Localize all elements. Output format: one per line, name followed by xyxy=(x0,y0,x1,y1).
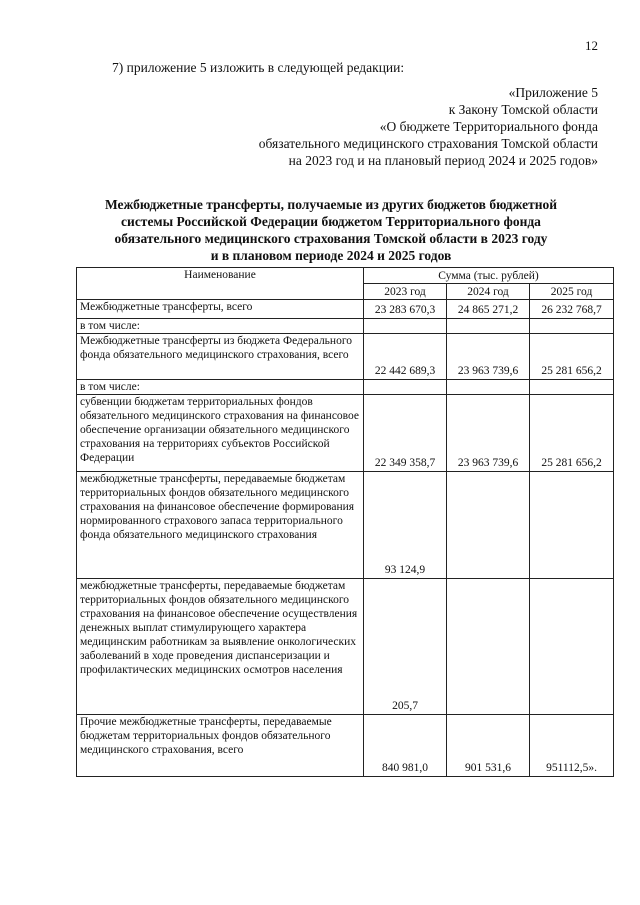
row-value: 23 963 739,6 xyxy=(447,395,530,472)
table-row xyxy=(77,395,614,472)
row-value: 23 963 739,6 xyxy=(447,334,530,380)
header-name: Наименование xyxy=(77,268,364,300)
transfers-table xyxy=(76,267,614,777)
header-sum: Сумма (тыс. рублей) xyxy=(364,268,614,284)
page-number: 12 xyxy=(585,38,598,53)
row-value: 22 442 689,3 xyxy=(364,334,447,380)
row-value xyxy=(447,319,530,334)
row-value xyxy=(530,579,614,715)
table-row xyxy=(77,380,614,395)
annex-line: «Приложение 5 xyxy=(508,85,598,100)
row-value: 951112,5». xyxy=(530,715,614,777)
table-row xyxy=(77,715,614,777)
row-value: 93 124,9 xyxy=(364,472,447,579)
intro-text: 7) приложение 5 изложить в следующей редакции: xyxy=(112,60,405,75)
row-value xyxy=(364,319,447,334)
row-value: 26 232 768,7 xyxy=(530,300,614,319)
annex-line: на 2023 год и на плановый период 2024 и 2025 годов» xyxy=(288,153,598,168)
row-value xyxy=(447,472,530,579)
annex-line: обязательного медицинского страхования Томской области xyxy=(258,136,598,151)
row-value: 840 981,0 xyxy=(364,715,447,777)
row-name: межбюджетные трансферты, передаваемые бюджетам территориальных фондов обязательного медицинского страхования на финансовое обеспечение формирования нормированного страхового запаса территориального фонда обязательного медицинского страхования xyxy=(77,472,364,579)
row-value: 25 281 656,2 xyxy=(530,395,614,472)
row-value xyxy=(364,380,447,395)
row-value: 24 865 271,2 xyxy=(447,300,530,319)
row-value: 901 531,6 xyxy=(447,715,530,777)
annex-line: «О бюджете Территориального фонда xyxy=(379,119,598,134)
row-value xyxy=(447,380,530,395)
table-row xyxy=(77,319,614,334)
row-name: в том числе: xyxy=(77,319,364,334)
table-row xyxy=(77,300,614,319)
title-line: системы Российской Федерации бюджетом Территориального фонда xyxy=(121,214,541,229)
header-year: 2025 год xyxy=(530,284,614,300)
row-value xyxy=(530,380,614,395)
row-value xyxy=(530,319,614,334)
title-line: Межбюджетные трансферты, получаемые из других бюджетов бюджетной xyxy=(104,197,558,212)
row-value: 22 349 358,7 xyxy=(364,395,447,472)
row-name: Межбюджетные трансферты, всего xyxy=(77,300,364,319)
title-line: обязательного медицинского страхования Томской области в 2023 году xyxy=(114,231,548,246)
row-value xyxy=(447,579,530,715)
row-value: 25 281 656,2 xyxy=(530,334,614,380)
header-year: 2023 год xyxy=(364,284,447,300)
row-name: Межбюджетные трансферты из бюджета Федерального фонда обязательного медицинского страхования, всего xyxy=(77,334,364,380)
row-value xyxy=(530,472,614,579)
table-row xyxy=(77,472,614,579)
table-row xyxy=(77,334,614,380)
row-value: 23 283 670,3 xyxy=(364,300,447,319)
header-year: 2024 год xyxy=(447,284,530,300)
row-name: межбюджетные трансферты, передаваемые бюджетам территориальных фондов обязательного медицинского страхования на финансовое обеспечение осуществления денежных выплат стимулирующего характера медицинским работникам за выявление онкологических заболеваний в ходе проведения диспансеризации и профилактических медицинских осмотров населения xyxy=(77,579,364,715)
document-title xyxy=(76,196,586,264)
row-name: субвенции бюджетам территориальных фондов обязательного медицинского страхования на финансовое обеспечение организации обязательного медицинского страхования на территориях субъектов Российской Федерации xyxy=(77,395,364,472)
row-name: в том числе: xyxy=(77,380,364,395)
row-name: Прочие межбюджетные трансферты, передаваемые бюджетам территориальных фондов обязательного медицинского страхования, всего xyxy=(77,715,364,777)
title-line: и в плановом периоде 2024 и 2025 годов xyxy=(210,248,452,263)
annex-header xyxy=(178,84,598,169)
row-value: 205,7 xyxy=(364,579,447,715)
table-row xyxy=(77,579,614,715)
annex-line: к Закону Томской области xyxy=(448,102,598,117)
